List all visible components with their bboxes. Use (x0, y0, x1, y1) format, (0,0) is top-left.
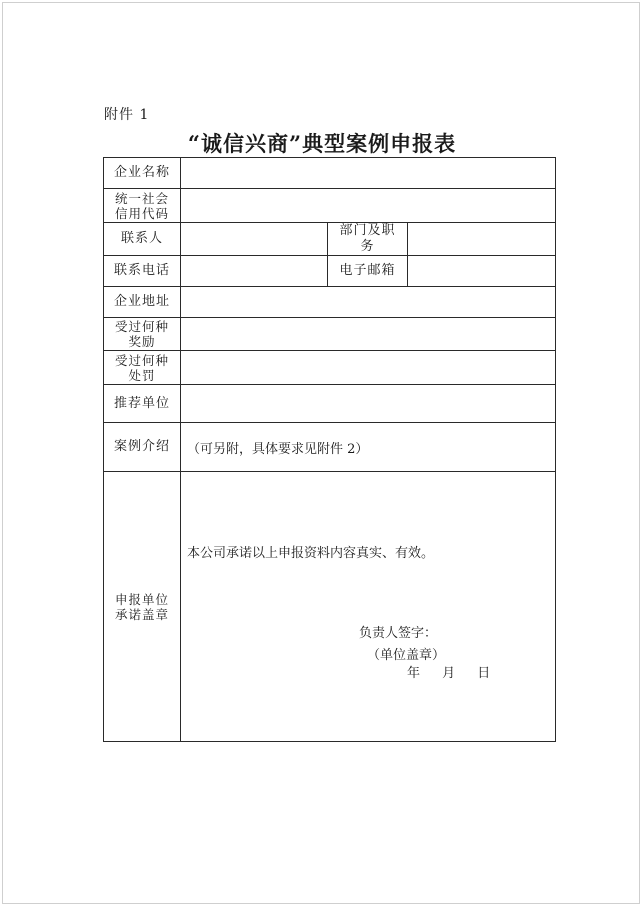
company-name-label: 企业名称 (104, 158, 181, 189)
commitment-label (104, 472, 181, 742)
form-row-company-name (104, 158, 556, 189)
address-label: 企业地址 (104, 287, 181, 318)
company-name-field[interactable] (181, 158, 556, 189)
form-row-commitment (104, 472, 556, 742)
penalties-label-line1: 受过何种 (114, 352, 169, 368)
recommender-field[interactable] (181, 385, 556, 423)
case-intro-note: （可另附，具体要求见附件 2） (187, 441, 369, 457)
recommender-label: 推荐单位 (104, 385, 181, 423)
commitment-label-line1: 申报单位 (114, 591, 169, 607)
credit-code-label-line1: 统一社会 (114, 190, 169, 206)
phone-label: 联系电话 (104, 256, 181, 287)
awards-label-line2: 奖励 (128, 334, 156, 349)
page-title: “诚信兴商”典型案例申报表 (187, 131, 457, 156)
date-label: 年 月 日 (407, 666, 491, 681)
form-row-case-intro (104, 423, 556, 472)
form-row-address (104, 287, 556, 318)
form-row-contact (104, 223, 556, 256)
credit-code-label-line2: 信用代码 (114, 205, 169, 221)
application-form-table (103, 157, 556, 742)
form-row-phone (104, 256, 556, 287)
credit-code-label (104, 189, 181, 223)
awards-label (104, 318, 181, 351)
signature-label: 负责人签字： (359, 626, 438, 641)
form-row-credit-code (104, 189, 556, 223)
department-field[interactable] (408, 223, 556, 256)
department-label: 部门及职务 (328, 223, 408, 256)
form-row-recommender (104, 385, 556, 423)
stamp-label: （单位盖章） (367, 648, 446, 663)
form-row-penalties (104, 351, 556, 385)
commitment-statement: 本公司承诺以上申报资料内容真实、有效。 (187, 546, 435, 561)
penalties-label (104, 351, 181, 385)
commitment-field[interactable] (181, 472, 556, 742)
penalties-field[interactable] (181, 351, 556, 385)
attachment-label: 附件 1 (104, 107, 150, 123)
penalties-label-line2: 处罚 (128, 367, 156, 383)
phone-field[interactable] (181, 256, 328, 287)
case-intro-label: 案例介绍 (104, 423, 181, 472)
case-intro-field[interactable] (181, 423, 556, 472)
address-field[interactable] (181, 287, 556, 318)
contact-label: 联系人 (104, 223, 181, 256)
credit-code-field[interactable] (181, 189, 556, 223)
form-row-awards (104, 318, 556, 351)
email-label: 电子邮箱 (328, 256, 408, 287)
email-field[interactable] (408, 256, 556, 287)
contact-field[interactable] (181, 223, 328, 256)
awards-label-line1: 受过何种 (114, 319, 169, 334)
awards-field[interactable] (181, 318, 556, 351)
commitment-label-line2: 承诺盖章 (114, 606, 169, 622)
